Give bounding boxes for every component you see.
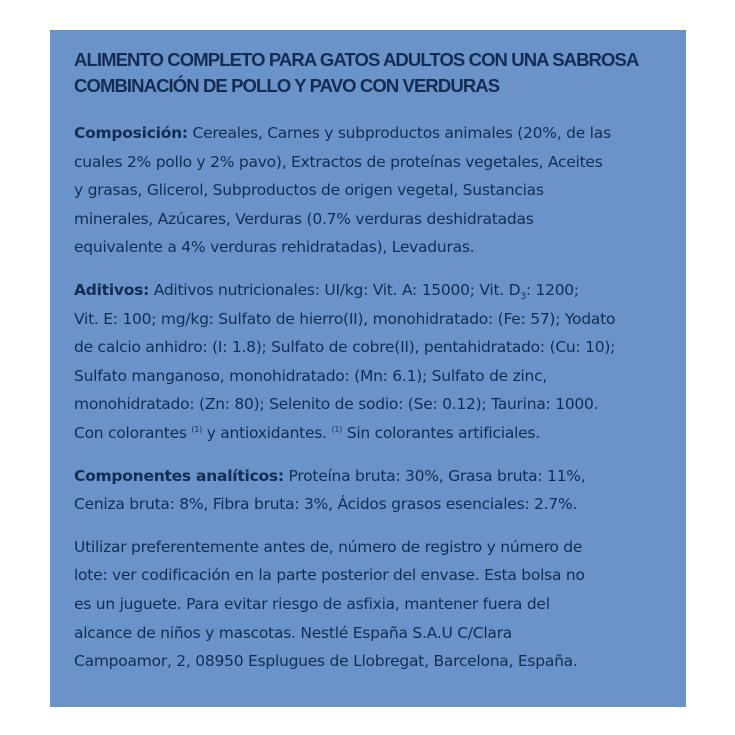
additives-text: y antioxidantes. — [202, 423, 332, 442]
composition-line: cuales 2% pollo y 2% pavo), Extractos de proteínas vegetales, Aceites — [74, 152, 603, 171]
additives-line: de calcio anhidro: (I: 1.8); Sulfato de cobre(II), pentahidratado: (Cu: 10); — [74, 338, 616, 357]
additives-text: : 1200; — [525, 280, 579, 299]
additives-text: Con colorantes — [74, 423, 192, 442]
footnote-marker: (1) — [331, 424, 343, 434]
info-line: alcance de niños y mascotas. Nestlé España S.A.U C/Clara — [74, 623, 513, 642]
product-headline — [74, 47, 672, 99]
composition-line: y grasas, Glicerol, Subproductos de origen vegetal, Sustancias — [74, 181, 544, 200]
composition-line: minerales, Azúcares, Verduras (0.7% verduras deshidratadas — [74, 209, 534, 228]
analytical-label: Componentes analíticos: — [74, 466, 284, 485]
headline-line: COMBINACIÓN DE POLLO Y PAVO CON VERDURAS — [74, 75, 500, 96]
label-panel — [50, 30, 686, 707]
additives-line — [74, 419, 672, 448]
additives-line — [74, 276, 672, 305]
analytical-line: Ceniza bruta: 8%, Fibra bruta: 3%, Ácidos grasos esenciales: 2.7%. — [74, 495, 578, 514]
additives-line: Sulfato manganoso, monohidratado: (Mn: 6.1); Sulfato de zinc, — [74, 366, 548, 385]
info-line: Campoamor, 2, 08950 Esplugues de Llobregat, Barcelona, España. — [74, 652, 578, 671]
additives-label: Aditivos: — [74, 280, 150, 299]
analytical-section — [74, 462, 672, 519]
headline-line: ALIMENTO COMPLETO PARA GATOS ADULTOS CON UNA SABROSA — [74, 49, 639, 70]
composition-section — [74, 119, 672, 262]
composition-label: Composición: — [74, 124, 188, 142]
vitamin-d-subscript: 3 — [520, 292, 526, 303]
analytical-text: Proteína bruta: 30%, Grasa bruta: 11%, — [283, 466, 586, 485]
additives-text: Aditivos nutricionales: UI/kg: Vit. A: 15000; Vit. D — [149, 280, 521, 299]
additives-section — [74, 276, 672, 448]
additives-text: Sin colorantes artificiales. — [342, 423, 540, 442]
composition-line: equivalente a 4% verduras rehidratadas), Levaduras. — [74, 238, 475, 257]
info-line: Utilizar preferentemente antes de, número de registro y número de — [74, 537, 583, 556]
composition-text: Cereales, Carnes y subproductos animales (20%, de las — [187, 124, 611, 142]
additives-line: monohidratado: (Zn: 80); Selenito de sodio: (Se: 0.12); Taurina: 1000. — [74, 395, 599, 414]
additives-line: Vit. E: 100; mg/kg: Sulfato de hierro(II), monohidratado: (Fe: 57); Yodato — [74, 309, 616, 328]
analytical-line — [74, 462, 672, 491]
footnote-marker: (1) — [191, 424, 203, 434]
composition-line — [74, 119, 672, 148]
info-section — [74, 533, 672, 676]
info-line: es un juguete. Para evitar riesgo de asfixia, mantener fuera del — [74, 594, 550, 613]
info-line: lote: ver codificación en la parte posterior del envase. Esta bolsa no — [74, 566, 585, 585]
